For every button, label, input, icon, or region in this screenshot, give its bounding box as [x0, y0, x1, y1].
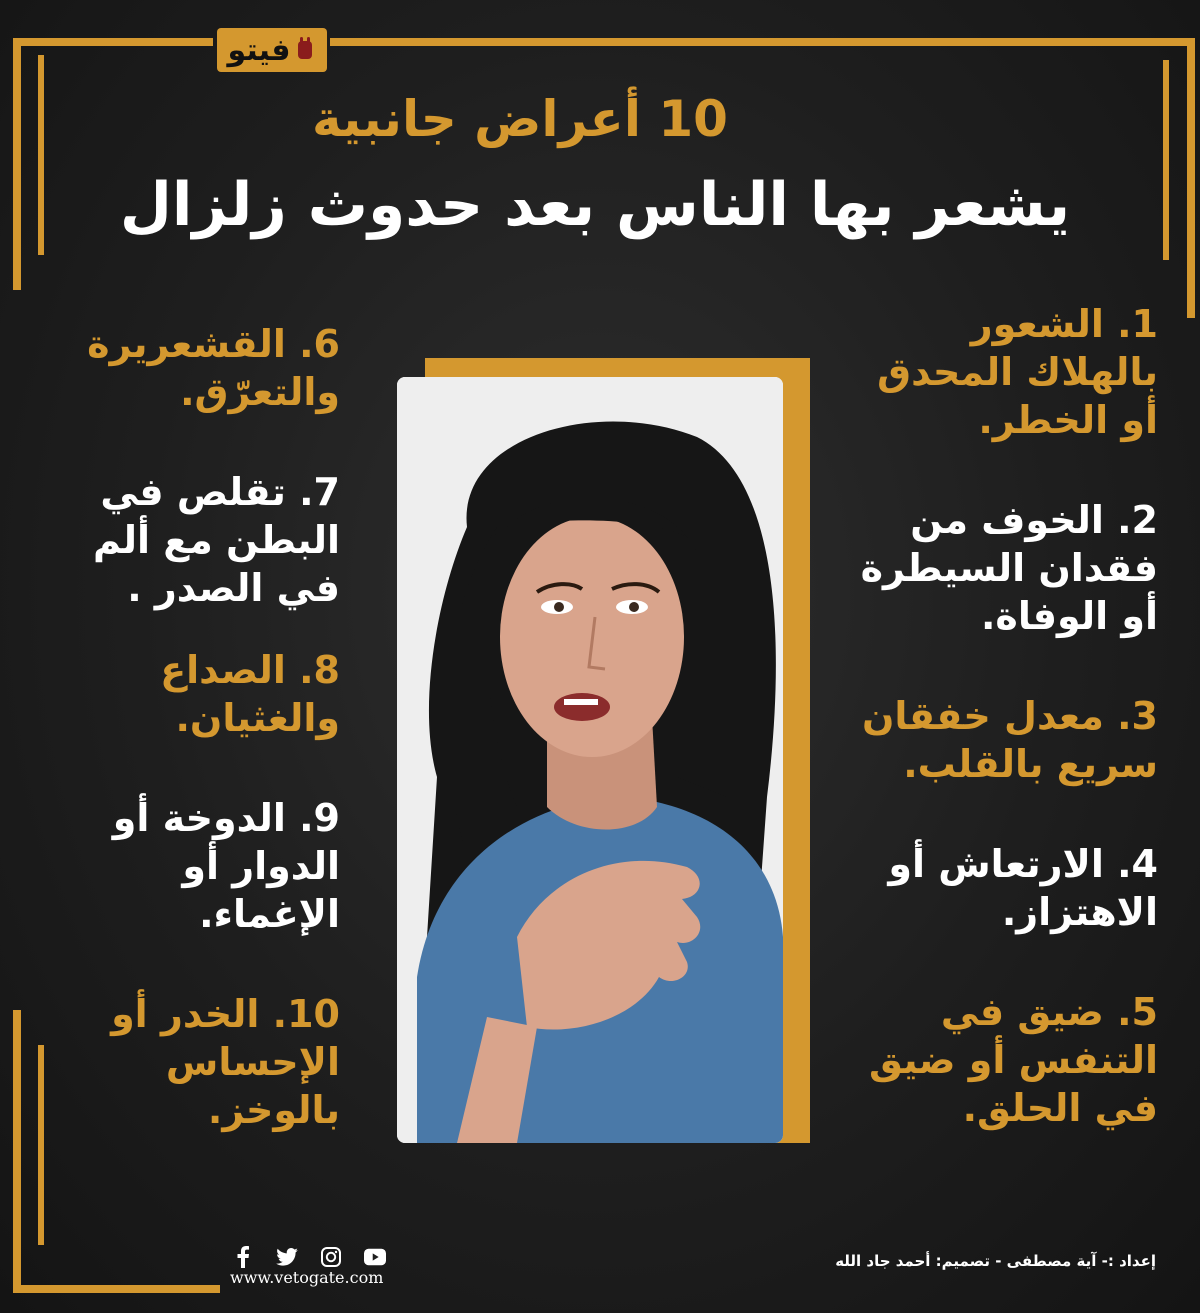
symptom-8: 8. الصداع والغثيان. [160, 648, 340, 740]
frame-top-right-inner [1163, 60, 1169, 260]
frame-bottom-left-vertical [13, 1010, 21, 1293]
vetogate-logo [217, 28, 327, 72]
symptoms-left-column [40, 320, 340, 1134]
instagram-icon[interactable] [320, 1246, 342, 1268]
symptom-5: 5. ضيق في التنفس أو ضيق في الحلق. [869, 990, 1158, 1130]
symptom-3: 3. معدل خفقان سريع بالقلب. [861, 694, 1158, 786]
frame-bottom-horizontal [13, 1285, 220, 1293]
facebook-icon[interactable] [232, 1246, 254, 1268]
frame-top-right-vertical [1187, 38, 1195, 318]
frame-top-right-horizontal [330, 38, 1195, 46]
symptom-4: 4. الارتعاش أو الاهتزاز. [888, 842, 1158, 934]
title-line-1: 10 أعراض جانبية [312, 90, 728, 148]
frame-top-left-horizontal [13, 38, 213, 46]
website-url[interactable]: www.vetogate.com [230, 1268, 384, 1287]
social-icons [232, 1246, 386, 1268]
symptoms-right-column [828, 300, 1158, 1132]
photo-illustration [397, 377, 783, 1143]
symptom-2: 2. الخوف من فقدان السيطرة أو الوفاة. [860, 498, 1158, 638]
symptom-1: 1. الشعور بالهلاك المحدق أو الخطر. [877, 302, 1158, 442]
logo-text: فيتو [227, 32, 291, 68]
frame-top-left-vertical [13, 38, 21, 290]
twitter-icon[interactable] [276, 1246, 298, 1268]
symptom-7: 7. تقلص في البطن مع ألم في الصدر . [92, 470, 340, 610]
hand-icon [294, 37, 316, 63]
credits: إعداد :- آية مصطفى - تصميم: أحمد جاد الله [835, 1252, 1156, 1270]
symptom-10: 10. الخدر أو الإحساس بالوخز. [111, 992, 340, 1132]
symptom-6: 6. القشعريرة والتعرّق. [87, 322, 340, 414]
title-line-2: يشعر بها الناس بعد حدوث زلزال [119, 170, 1071, 240]
symptom-9: 9. الدوخة أو الدوار أو الإغماء. [112, 796, 340, 936]
youtube-icon[interactable] [364, 1246, 386, 1268]
woman-chest-pain-photo [397, 377, 783, 1143]
frame-top-left-inner [38, 55, 44, 255]
